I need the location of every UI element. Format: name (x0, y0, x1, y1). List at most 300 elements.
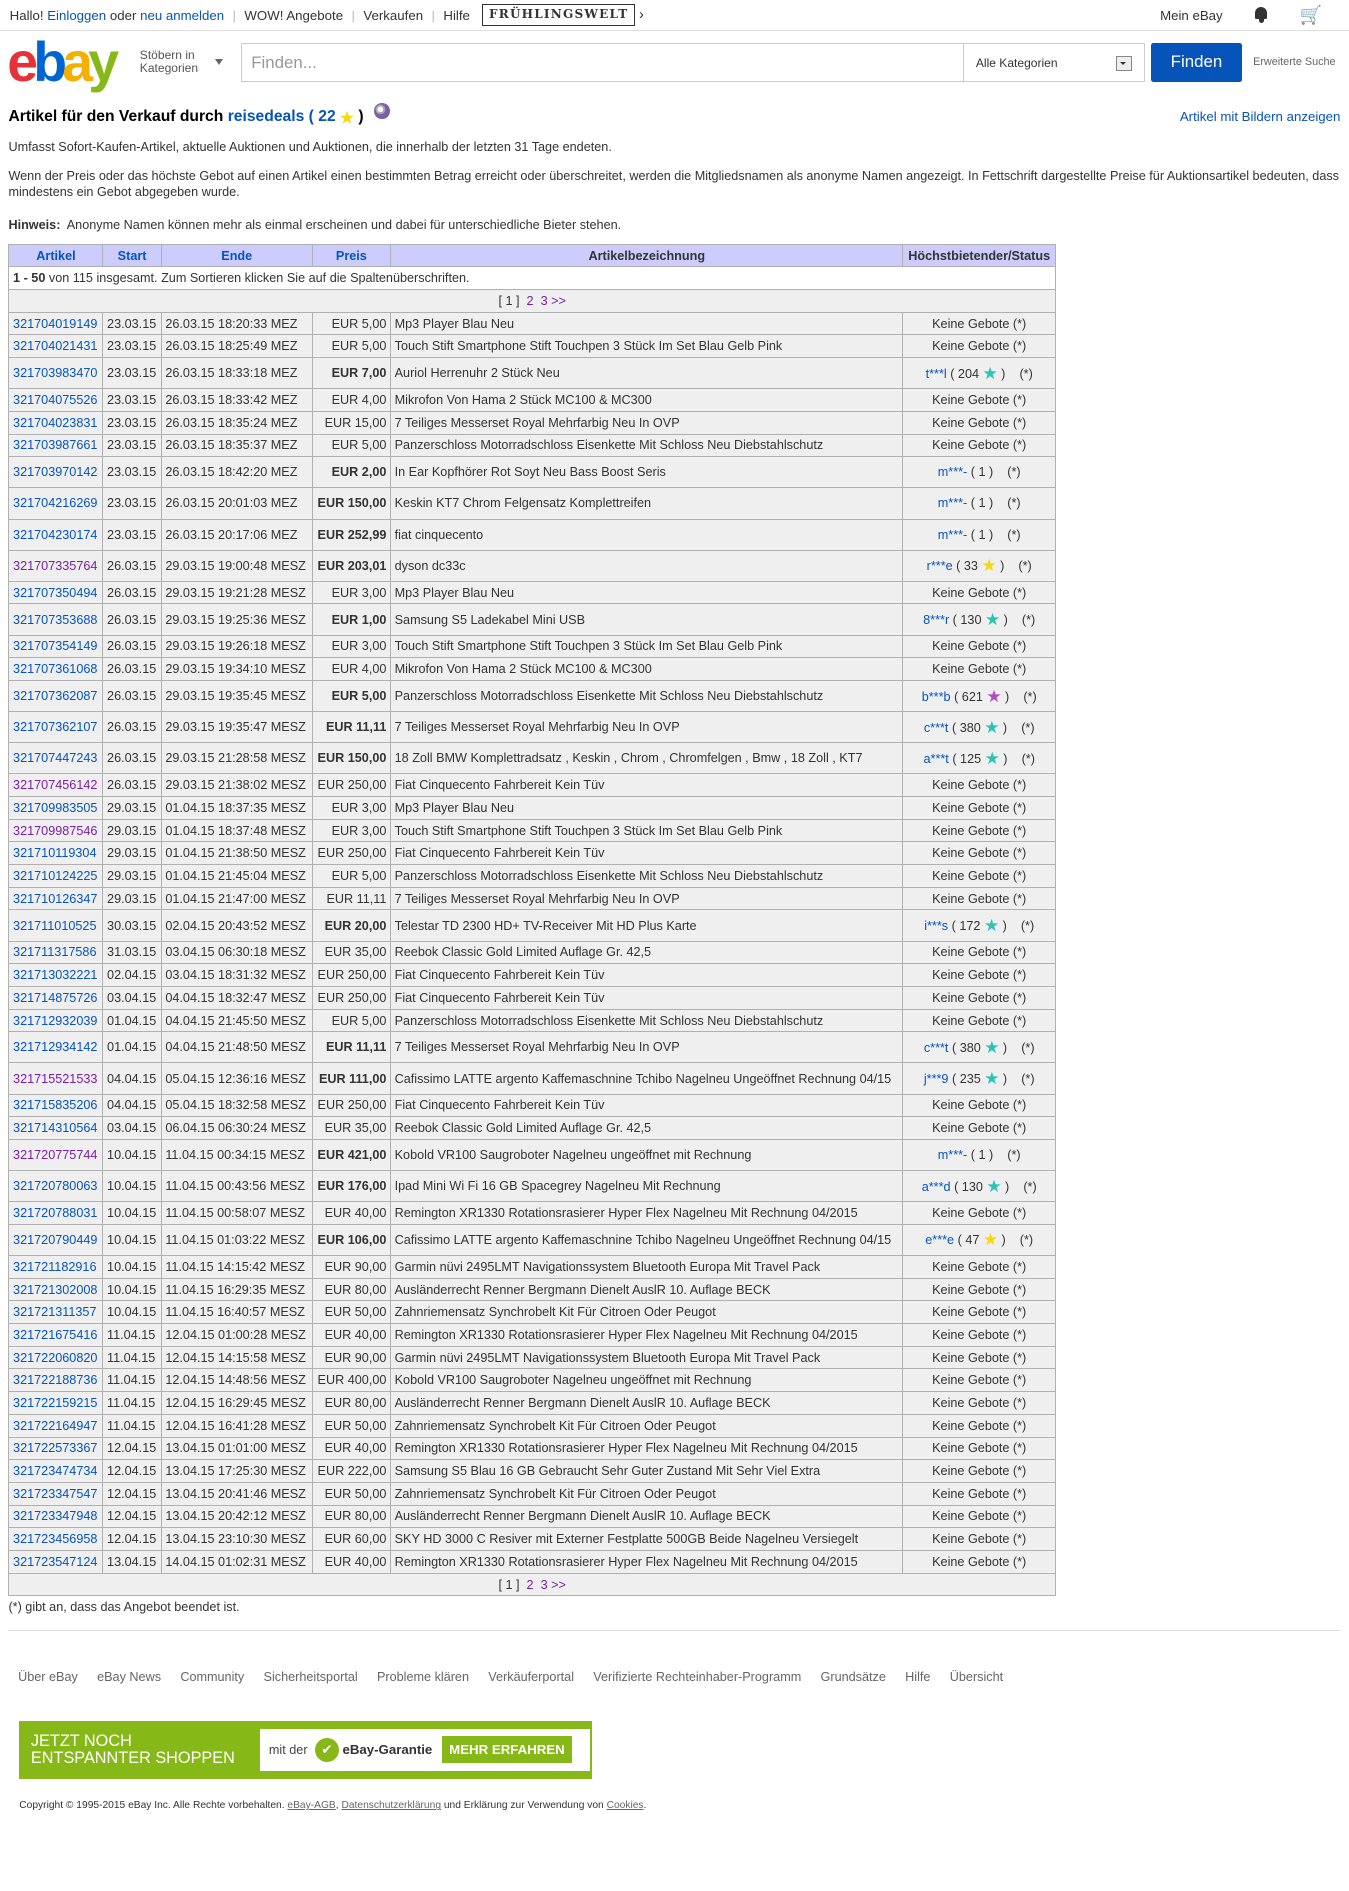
table-row (9, 389, 1055, 412)
end-date: 29.03.15 19:34:10 MESZ (161, 658, 312, 681)
price: EUR 3,00 (312, 635, 390, 658)
register-link[interactable]: neu anmelden (140, 7, 225, 23)
footer-links (18, 1670, 1340, 1684)
item-id-link[interactable]: 321703987661 (13, 438, 98, 453)
table-row (9, 774, 1055, 797)
seller-link[interactable]: reisedeals (227, 108, 305, 126)
start-date: 26.03.15 (103, 550, 161, 581)
item-id-link[interactable]: 321711317586 (13, 945, 97, 960)
login-link[interactable]: Einloggen (47, 7, 107, 23)
bidder-link[interactable]: m***- (937, 527, 968, 542)
start-date: 10.04.15 (103, 1139, 161, 1170)
item-id-link[interactable]: 321721182916 (13, 1259, 97, 1274)
table-row (9, 358, 1055, 389)
bell-icon[interactable] (1254, 7, 1268, 23)
item-title: Telestar TD 2300 HD+ TV-Receiver Mit HD Plus Karte (391, 910, 903, 941)
item-id-link[interactable]: 321714875726 (13, 990, 98, 1005)
item-title: 7 Teiliges Messerset Royal Mehrfarbig Neu In OVP (391, 1032, 903, 1063)
feedback-star-icon: ★ (985, 610, 1001, 630)
footer-link[interactable]: Übersicht (949, 1670, 1004, 1685)
bidder-status (903, 1505, 1055, 1528)
item-id-link[interactable]: 321722060820 (13, 1350, 98, 1365)
item-id-link[interactable]: 321707353688 (13, 612, 98, 627)
copyright: Copyright © 1995-2015 eBay Inc. Alle Rechte vorbehalten. eBay-AGB, Datenschutzerklärung und Erklärung zur Verwendung von Cookies. (19, 1800, 647, 1812)
item-id-link[interactable]: 321722159215 (13, 1396, 98, 1410)
bidder-status (903, 581, 1055, 604)
check-badge-icon: ✔ (315, 1738, 339, 1762)
find-button[interactable]: Finden (1151, 43, 1243, 82)
table-row (9, 550, 1055, 581)
start-date: 12.04.15 (103, 1460, 161, 1483)
price: EUR 250,00 (312, 842, 390, 865)
bidder-feedback: 380 (959, 720, 981, 735)
page-3-link[interactable]: 3 >> (540, 1577, 566, 1592)
item-id-link[interactable]: 321704230174 (13, 527, 98, 542)
table-row (9, 1414, 1055, 1437)
bidder-status: c***t ( 380 ★ ) (*) (903, 712, 1055, 743)
results-count: 1 - 50 von 115 insgesamt. Zum Sortieren klicken Sie auf die Spaltenüberschriften. (9, 267, 1055, 290)
bidder-status: a***d ( 130 ★ ) (*) (903, 1171, 1055, 1202)
guarantee-banner[interactable]: JETZT NOCH ENTSPANNTER SHOPPEN mit der ✔ eBay-Garantie MEHR ERFAHREN (19, 1721, 592, 1779)
item-id-link[interactable]: 321721311357 (13, 1305, 97, 1320)
bidder-status: i***s ( 172 ★ ) (*) (903, 910, 1055, 941)
footer-link[interactable]: Sicherheitsportal (263, 1670, 358, 1685)
bidder-status (903, 411, 1055, 434)
bidder-link[interactable]: j***9 (923, 1071, 949, 1086)
table-row (9, 986, 1055, 1009)
item-title: Cafissimo LATTE argento Kaffemaschnine Tchibo Nagelneu Ungeöffnet Rechnung 04/15 (391, 1063, 903, 1094)
end-date: 11.04.15 00:43:56 MESZ (161, 1171, 312, 1202)
table-row (9, 1094, 1055, 1117)
seller-feedback[interactable]: 22 (318, 108, 336, 126)
end-date: 01.04.15 18:37:35 MESZ (161, 797, 312, 820)
footer-link[interactable]: Über eBay (18, 1670, 78, 1685)
feedback-star-icon: ★ (983, 916, 1000, 936)
item-id-link[interactable]: 321703970142 (13, 465, 98, 480)
status-text: Keine Gebote (*) (932, 968, 1027, 983)
item-id-link[interactable]: 321709983505 (13, 800, 98, 815)
item-id-link[interactable]: 321710119304 (13, 846, 97, 861)
status-text: Keine Gebote (*) (932, 990, 1027, 1005)
item-title: Reebok Classic Gold Limited Auflage Gr. 42,5 (391, 941, 903, 964)
item-title: Remington XR1330 Rotationsrasierer Hyper Flex Nagelneu Mit Rechnung 04/2015 (391, 1202, 903, 1225)
item-title: 18 Zoll BMW Komplettradsatz , Keskin , Chrom , Chromfelgen , Bmw , 18 Zoll , KT7 (391, 743, 903, 774)
bidder-link[interactable]: m***- (937, 1148, 968, 1163)
table-row (9, 1139, 1055, 1170)
bidder-link[interactable]: r***e (926, 559, 953, 574)
bidder-status: e***e ( 47 ★ ) (*) (903, 1224, 1055, 1255)
price: EUR 176,00 (312, 1171, 390, 1202)
item-id-link[interactable]: 321723456958 (13, 1532, 98, 1547)
bidder-link[interactable]: i***s (924, 918, 949, 933)
table-row (9, 964, 1055, 987)
item-title: SKY HD 3000 C Resiver mit Externer Festplatte 500GB Beide Nagelneu Versiegelt (391, 1528, 903, 1551)
bidder-status: r***e ( 33 ★ ) (*) (903, 550, 1055, 581)
end-date: 12.04.15 16:41:28 MESZ (161, 1414, 312, 1437)
item-id-link[interactable]: 321720775744 (13, 1148, 98, 1163)
item-id-link[interactable]: 321704019149 (13, 316, 98, 331)
item-id-link[interactable]: 321713032221 (13, 968, 98, 983)
table-row (9, 1256, 1055, 1279)
bidder-status (903, 1278, 1055, 1301)
end-date: 29.03.15 21:38:02 MESZ (161, 774, 312, 797)
item-id-link[interactable]: 321720780063 (13, 1179, 98, 1194)
bidder-feedback: 1 (978, 1148, 986, 1163)
start-date: 26.03.15 (103, 635, 161, 658)
footer-link[interactable]: Grundsätze (820, 1670, 886, 1685)
bidder-status: b***b ( 621 ★ ) (*) (903, 680, 1055, 711)
col-ende[interactable]: Ende (161, 244, 312, 267)
bidder-status (903, 1392, 1055, 1415)
item-id-link[interactable]: 321707362087 (13, 689, 98, 704)
advanced-search-link[interactable]: Erweiterte Suche (1253, 56, 1336, 69)
item-id-link[interactable]: 321721302008 (13, 1282, 98, 1297)
item-title: Cafissimo LATTE argento Kaffemaschnine Tchibo Nagelneu Ungeöffnet Rechnung 04/15 (391, 1224, 903, 1255)
price: EUR 5,00 (312, 335, 390, 358)
item-id-link[interactable]: 321723474734 (13, 1464, 98, 1479)
item-id-link[interactable]: 321712934142 (13, 1040, 98, 1055)
header (0, 30, 1349, 93)
page-3-link[interactable]: 3 >> (540, 293, 566, 308)
learn-more-button[interactable]: MEHR ERFAHREN (442, 1736, 572, 1763)
price: EUR 150,00 (312, 743, 390, 774)
bidder-link[interactable]: m***- (937, 496, 968, 511)
table-row (9, 411, 1055, 434)
price: EUR 150,00 (312, 488, 390, 519)
item-id-link[interactable]: 321721675416 (13, 1327, 98, 1342)
bidder-feedback: 380 (959, 1040, 981, 1055)
item-id-link[interactable]: 321720790449 (13, 1232, 98, 1247)
end-date: 02.04.15 20:43:52 MESZ (161, 910, 312, 941)
price: EUR 3,00 (312, 797, 390, 820)
status-text: Keine Gebote (*) (932, 1509, 1027, 1524)
start-date: 13.04.15 (103, 1550, 161, 1573)
wow-link[interactable]: WOW! Angebote (244, 7, 344, 23)
bidder-link[interactable]: a***d (921, 1179, 951, 1194)
item-title: dyson dc33c (391, 550, 903, 581)
status-text: Keine Gebote (*) (932, 800, 1027, 815)
start-date: 10.04.15 (103, 1224, 161, 1255)
item-id-link[interactable]: 321707447243 (13, 751, 98, 766)
start-date: 26.03.15 (103, 712, 161, 743)
bidder-status: a***t ( 125 ★ ) (*) (903, 743, 1055, 774)
table-row (9, 335, 1055, 358)
item-id-link[interactable]: 321704075526 (13, 393, 98, 408)
bidder-status (903, 658, 1055, 681)
bidder-link[interactable]: c***t (923, 1040, 949, 1055)
table-row (9, 1460, 1055, 1483)
my-ebay-link[interactable]: Mein eBay (1160, 7, 1223, 23)
status-text: Keine Gebote (*) (932, 778, 1027, 793)
col-artikel[interactable]: Artikel (9, 244, 103, 267)
item-id-link[interactable]: 321704023831 (13, 415, 98, 430)
end-date: 05.04.15 18:32:58 MESZ (161, 1094, 312, 1117)
item-id-link[interactable]: 321707335764 (13, 558, 98, 573)
item-id-link[interactable]: 321722573367 (13, 1441, 98, 1456)
item-id-link[interactable]: 321709987546 (13, 823, 98, 838)
status-text: Keine Gebote (*) (932, 1441, 1027, 1456)
price: EUR 60,00 (312, 1528, 390, 1551)
item-id-link[interactable]: 321723547124 (13, 1554, 98, 1569)
bidder-feedback: 1 (978, 465, 986, 480)
end-date: 06.04.15 06:30:24 MESZ (161, 1117, 312, 1140)
cookies-link[interactable]: Cookies (606, 1800, 644, 1812)
start-date: 26.03.15 (103, 743, 161, 774)
status-text: Keine Gebote (*) (932, 339, 1027, 354)
start-date: 03.04.15 (103, 1117, 161, 1140)
start-date: 29.03.15 (103, 887, 161, 910)
item-title: Mp3 Player Blau Neu (391, 797, 903, 820)
status-text: Keine Gebote (*) (932, 438, 1027, 453)
item-title: Touch Stift Smartphone Stift Touchpen 3 Stück Im Set Blau Gelb Pink (391, 335, 903, 358)
item-title: Garmin nüvi 2495LMT Navigationssystem Bluetooth Europa Mit Travel Pack (391, 1346, 903, 1369)
bidder-link[interactable]: c***t (923, 720, 949, 735)
start-date: 12.04.15 (103, 1482, 161, 1505)
end-date: 29.03.15 19:21:28 MESZ (161, 581, 312, 604)
end-date: 03.04.15 18:31:32 MESZ (161, 964, 312, 987)
price: EUR 40,00 (312, 1550, 390, 1573)
ebay-logo[interactable]: ebay (7, 30, 115, 93)
start-date: 10.04.15 (103, 1202, 161, 1225)
col-start[interactable]: Start (103, 244, 161, 267)
item-id-link[interactable]: 321707362107 (13, 720, 98, 735)
item-id-link[interactable]: 321707456142 (13, 778, 98, 793)
footer-link[interactable]: Community (180, 1670, 245, 1685)
start-date: 01.04.15 (103, 1009, 161, 1032)
item-id-link[interactable]: 321707361068 (13, 662, 98, 677)
table-row (9, 1346, 1055, 1369)
item-title: Kobold VR100 Saugroboter Nagelneu ungeöffnet mit Rechnung (391, 1139, 903, 1170)
start-date: 23.03.15 (103, 457, 161, 488)
price: EUR 222,00 (312, 1460, 390, 1483)
bidder-link[interactable]: b***b (921, 689, 951, 704)
end-date: 29.03.15 19:00:48 MESZ (161, 550, 312, 581)
bidder-status (903, 1256, 1055, 1279)
end-date: 29.03.15 19:26:18 MESZ (161, 635, 312, 658)
price: EUR 5,00 (312, 434, 390, 457)
end-date: 26.03.15 18:35:37 MEZ (161, 434, 312, 457)
start-date: 23.03.15 (103, 411, 161, 434)
item-id-link[interactable]: 321704216269 (13, 496, 98, 511)
cart-icon[interactable]: 🛒 (1299, 4, 1323, 25)
item-title: Remington XR1330 Rotationsrasierer Hyper Flex Nagelneu Mit Rechnung 04/2015 (391, 1437, 903, 1460)
start-date: 03.04.15 (103, 986, 161, 1009)
privacy-link[interactable]: Datenschutzerklärung (341, 1800, 442, 1812)
item-title: Mp3 Player Blau Neu (391, 581, 903, 604)
item-title: Fiat Cinquecento Fahrbereit Kein Tüv (391, 964, 903, 987)
table-row (9, 1032, 1055, 1063)
bidder-link[interactable]: 8***r (923, 612, 950, 627)
item-title: 7 Teiliges Messerset Royal Mehrfarbig Neu In OVP (391, 411, 903, 434)
status-text: Keine Gebote (*) (932, 316, 1027, 331)
bidder-status (903, 797, 1055, 820)
or-text: oder (109, 7, 137, 23)
footer-link[interactable]: Verkäuferportal (488, 1670, 575, 1685)
status-text: Keine Gebote (*) (932, 662, 1027, 677)
feedback-star-icon: ★ (984, 717, 1000, 737)
footnote: (*) gibt an, dass das Angebot beendet ist. (8, 1599, 240, 1614)
item-id-link[interactable]: 321703983470 (13, 366, 98, 381)
table-row (9, 1009, 1055, 1032)
item-id-link[interactable]: 321711010525 (13, 918, 97, 933)
item-id-link[interactable]: 321714310564 (13, 1121, 98, 1136)
table-row (9, 658, 1055, 681)
item-title: Touch Stift Smartphone Stift Touchpen 3 Stück Im Set Blau Gelb Pink (391, 819, 903, 842)
feedback-star-icon: ★ (982, 1230, 999, 1250)
start-date: 23.03.15 (103, 519, 161, 550)
start-date: 29.03.15 (103, 865, 161, 888)
start-date: 11.04.15 (103, 1414, 161, 1437)
status-text: Keine Gebote (*) (932, 1259, 1027, 1274)
end-date: 11.04.15 14:15:42 MESZ (161, 1256, 312, 1279)
browse-categories-button[interactable]: Stöbern in Kategorien (139, 48, 199, 76)
price: EUR 250,00 (312, 964, 390, 987)
bidder-link[interactable]: m***- (937, 465, 968, 480)
status-text: Keine Gebote (*) (932, 1013, 1027, 1028)
bidder-link[interactable]: a***t (923, 751, 949, 766)
item-id-link[interactable]: 321715835206 (13, 1098, 98, 1113)
sell-link[interactable]: Verkaufen (363, 7, 424, 23)
status-text: Keine Gebote (*) (932, 1486, 1027, 1501)
item-id-link[interactable]: 321720788031 (13, 1206, 98, 1221)
price: EUR 90,00 (312, 1346, 390, 1369)
col-preis[interactable]: Preis (312, 244, 390, 267)
bidder-status (903, 1202, 1055, 1225)
start-date: 12.04.15 (103, 1505, 161, 1528)
table-row (9, 1369, 1055, 1392)
end-date: 03.04.15 06:30:18 MESZ (161, 941, 312, 964)
status-text: Keine Gebote (*) (932, 415, 1027, 430)
end-date: 26.03.15 18:25:49 MEZ (161, 335, 312, 358)
bidder-status (903, 964, 1055, 987)
status-text: Keine Gebote (*) (932, 1282, 1027, 1297)
start-date: 11.04.15 (103, 1369, 161, 1392)
item-title: Mikrofon Von Hama 2 Stück MC100 & MC300 (391, 389, 903, 412)
footer-link[interactable]: Hilfe (905, 1670, 931, 1685)
table-row (9, 1171, 1055, 1202)
footer-link[interactable]: Probleme klären (376, 1670, 469, 1685)
footer-link[interactable]: eBay News (97, 1670, 162, 1685)
bidder-status (903, 865, 1055, 888)
item-title: Zahnriemensatz Synchrobelt Kit Für Citroen Oder Peugot (391, 1482, 903, 1505)
category-select[interactable]: Alle Kategorien (964, 43, 1145, 82)
end-date: 04.04.15 21:45:50 MESZ (161, 1009, 312, 1032)
listing-table (8, 244, 1055, 1597)
item-id-link[interactable]: 321704021431 (13, 339, 98, 354)
item-id-link[interactable]: 321723347948 (13, 1509, 98, 1524)
col-status: Höchstbietender/Status (903, 244, 1055, 267)
bidder-feedback: 130 (960, 612, 982, 627)
end-date: 14.04.15 01:02:31 MESZ (161, 1550, 312, 1573)
item-id-link[interactable]: 321707350494 (13, 585, 98, 600)
bidder-status (903, 887, 1055, 910)
table-row (9, 1324, 1055, 1347)
me-icon[interactable] (374, 103, 390, 119)
pager-top: [ 1 ] 2 3 >> (9, 290, 1055, 313)
item-id-link[interactable]: 321722164947 (13, 1418, 98, 1433)
table-row (9, 519, 1055, 550)
end-date: 11.04.15 00:58:07 MESZ (161, 1202, 312, 1225)
price: EUR 11,11 (312, 887, 390, 910)
start-date: 23.03.15 (103, 488, 161, 519)
item-title: Panzerschloss Motorradschloss Eisenkette Mit Schloss Neu Diebstahlschutz (391, 680, 903, 711)
table-row (9, 312, 1055, 335)
item-title: Panzerschloss Motorradschloss Eisenkette Mit Schloss Neu Diebstahlschutz (391, 865, 903, 888)
help-link[interactable]: Hilfe (443, 7, 470, 23)
end-date: 26.03.15 18:42:20 MEZ (161, 457, 312, 488)
spring-banner[interactable]: FRÜHLINGSWELT (482, 4, 635, 25)
item-id-link[interactable]: 321722188736 (13, 1373, 98, 1388)
table-row (9, 1301, 1055, 1324)
show-pictures-link[interactable]: Artikel mit Bildern anzeigen (1179, 109, 1341, 125)
table-row (9, 434, 1055, 457)
end-date: 11.04.15 16:29:35 MESZ (161, 1278, 312, 1301)
table-row (9, 887, 1055, 910)
end-date: 26.03.15 18:33:42 MEZ (161, 389, 312, 412)
item-id-link[interactable]: 321710126347 (13, 891, 98, 906)
end-date: 26.03.15 18:20:33 MEZ (161, 312, 312, 335)
start-date: 31.03.15 (103, 941, 161, 964)
hint-text: Hinweis: Anonyme Namen können mehr als einmal erscheinen und dabei für unterschiedliche Bieter stehen. (8, 217, 622, 232)
table-row (9, 941, 1055, 964)
item-id-link[interactable]: 321712932039 (13, 1013, 98, 1028)
bidder-feedback: 33 (963, 559, 978, 574)
item-id-link[interactable]: 321723347547 (13, 1486, 98, 1501)
bidder-feedback: 172 (959, 918, 981, 933)
start-date: 26.03.15 (103, 680, 161, 711)
bidder-status: c***t ( 380 ★ ) (*) (903, 1032, 1055, 1063)
bidder-status (903, 434, 1055, 457)
start-date: 26.03.15 (103, 581, 161, 604)
table-row (9, 457, 1055, 488)
item-title: 7 Teiliges Messerset Royal Mehrfarbig Neu In OVP (391, 712, 903, 743)
end-date: 01.04.15 21:38:50 MESZ (161, 842, 312, 865)
item-title: fiat cinquecento (391, 519, 903, 550)
status-text: Keine Gebote (*) (932, 823, 1027, 838)
star-icon: ★ (340, 109, 355, 127)
start-date: 23.03.15 (103, 358, 161, 389)
bidder-feedback: 621 (961, 689, 983, 704)
item-title: Fiat Cinquecento Fahrbereit Kein Tüv (391, 986, 903, 1009)
bidder-status (903, 1437, 1055, 1460)
agb-link[interactable]: eBay-AGB (287, 1800, 336, 1812)
greeting: Hallo! (9, 7, 44, 23)
page-2-link[interactable]: 2 (526, 293, 534, 308)
search-input[interactable]: Finden... (241, 43, 964, 82)
bidder-link[interactable]: e***e (925, 1233, 955, 1248)
end-date: 11.04.15 00:34:15 MESZ (161, 1139, 312, 1170)
footer-link[interactable]: Verifizierte Rechteinhaber-Programm (593, 1670, 802, 1685)
status-text: Keine Gebote (*) (932, 846, 1027, 861)
end-date: 01.04.15 18:37:48 MESZ (161, 819, 312, 842)
item-id-link[interactable]: 321715521533 (13, 1071, 98, 1086)
dropdown-arrow-icon (1116, 56, 1131, 71)
price: EUR 40,00 (312, 1324, 390, 1347)
status-text: Keine Gebote (*) (932, 1396, 1027, 1410)
item-id-link[interactable]: 321707354149 (13, 639, 98, 654)
start-date: 26.03.15 (103, 604, 161, 635)
price: EUR 90,00 (312, 1256, 390, 1279)
item-id-link[interactable]: 321710124225 (13, 868, 98, 883)
table-row (9, 1437, 1055, 1460)
info-text: Wenn der Preis oder das höchste Gebot auf einen Artikel einen bestimmten Betrag erreicht oder überschreitet, werden die Mitgliedsnamen als anonyme Namen angezeigt. In Fettschrift dargestellte Preise für Auktionsartikel bedeuten, dass mindestens ein Gebot abgegeben wurde. (8, 169, 1340, 200)
table-row (9, 1278, 1055, 1301)
item-title: Samsung S5 Ladekabel Mini USB (391, 604, 903, 635)
end-date: 05.04.15 12:36:16 MESZ (161, 1063, 312, 1094)
bidder-link[interactable]: t***l (925, 366, 947, 381)
price: EUR 35,00 (312, 941, 390, 964)
page-2-link[interactable]: 2 (526, 1577, 534, 1592)
